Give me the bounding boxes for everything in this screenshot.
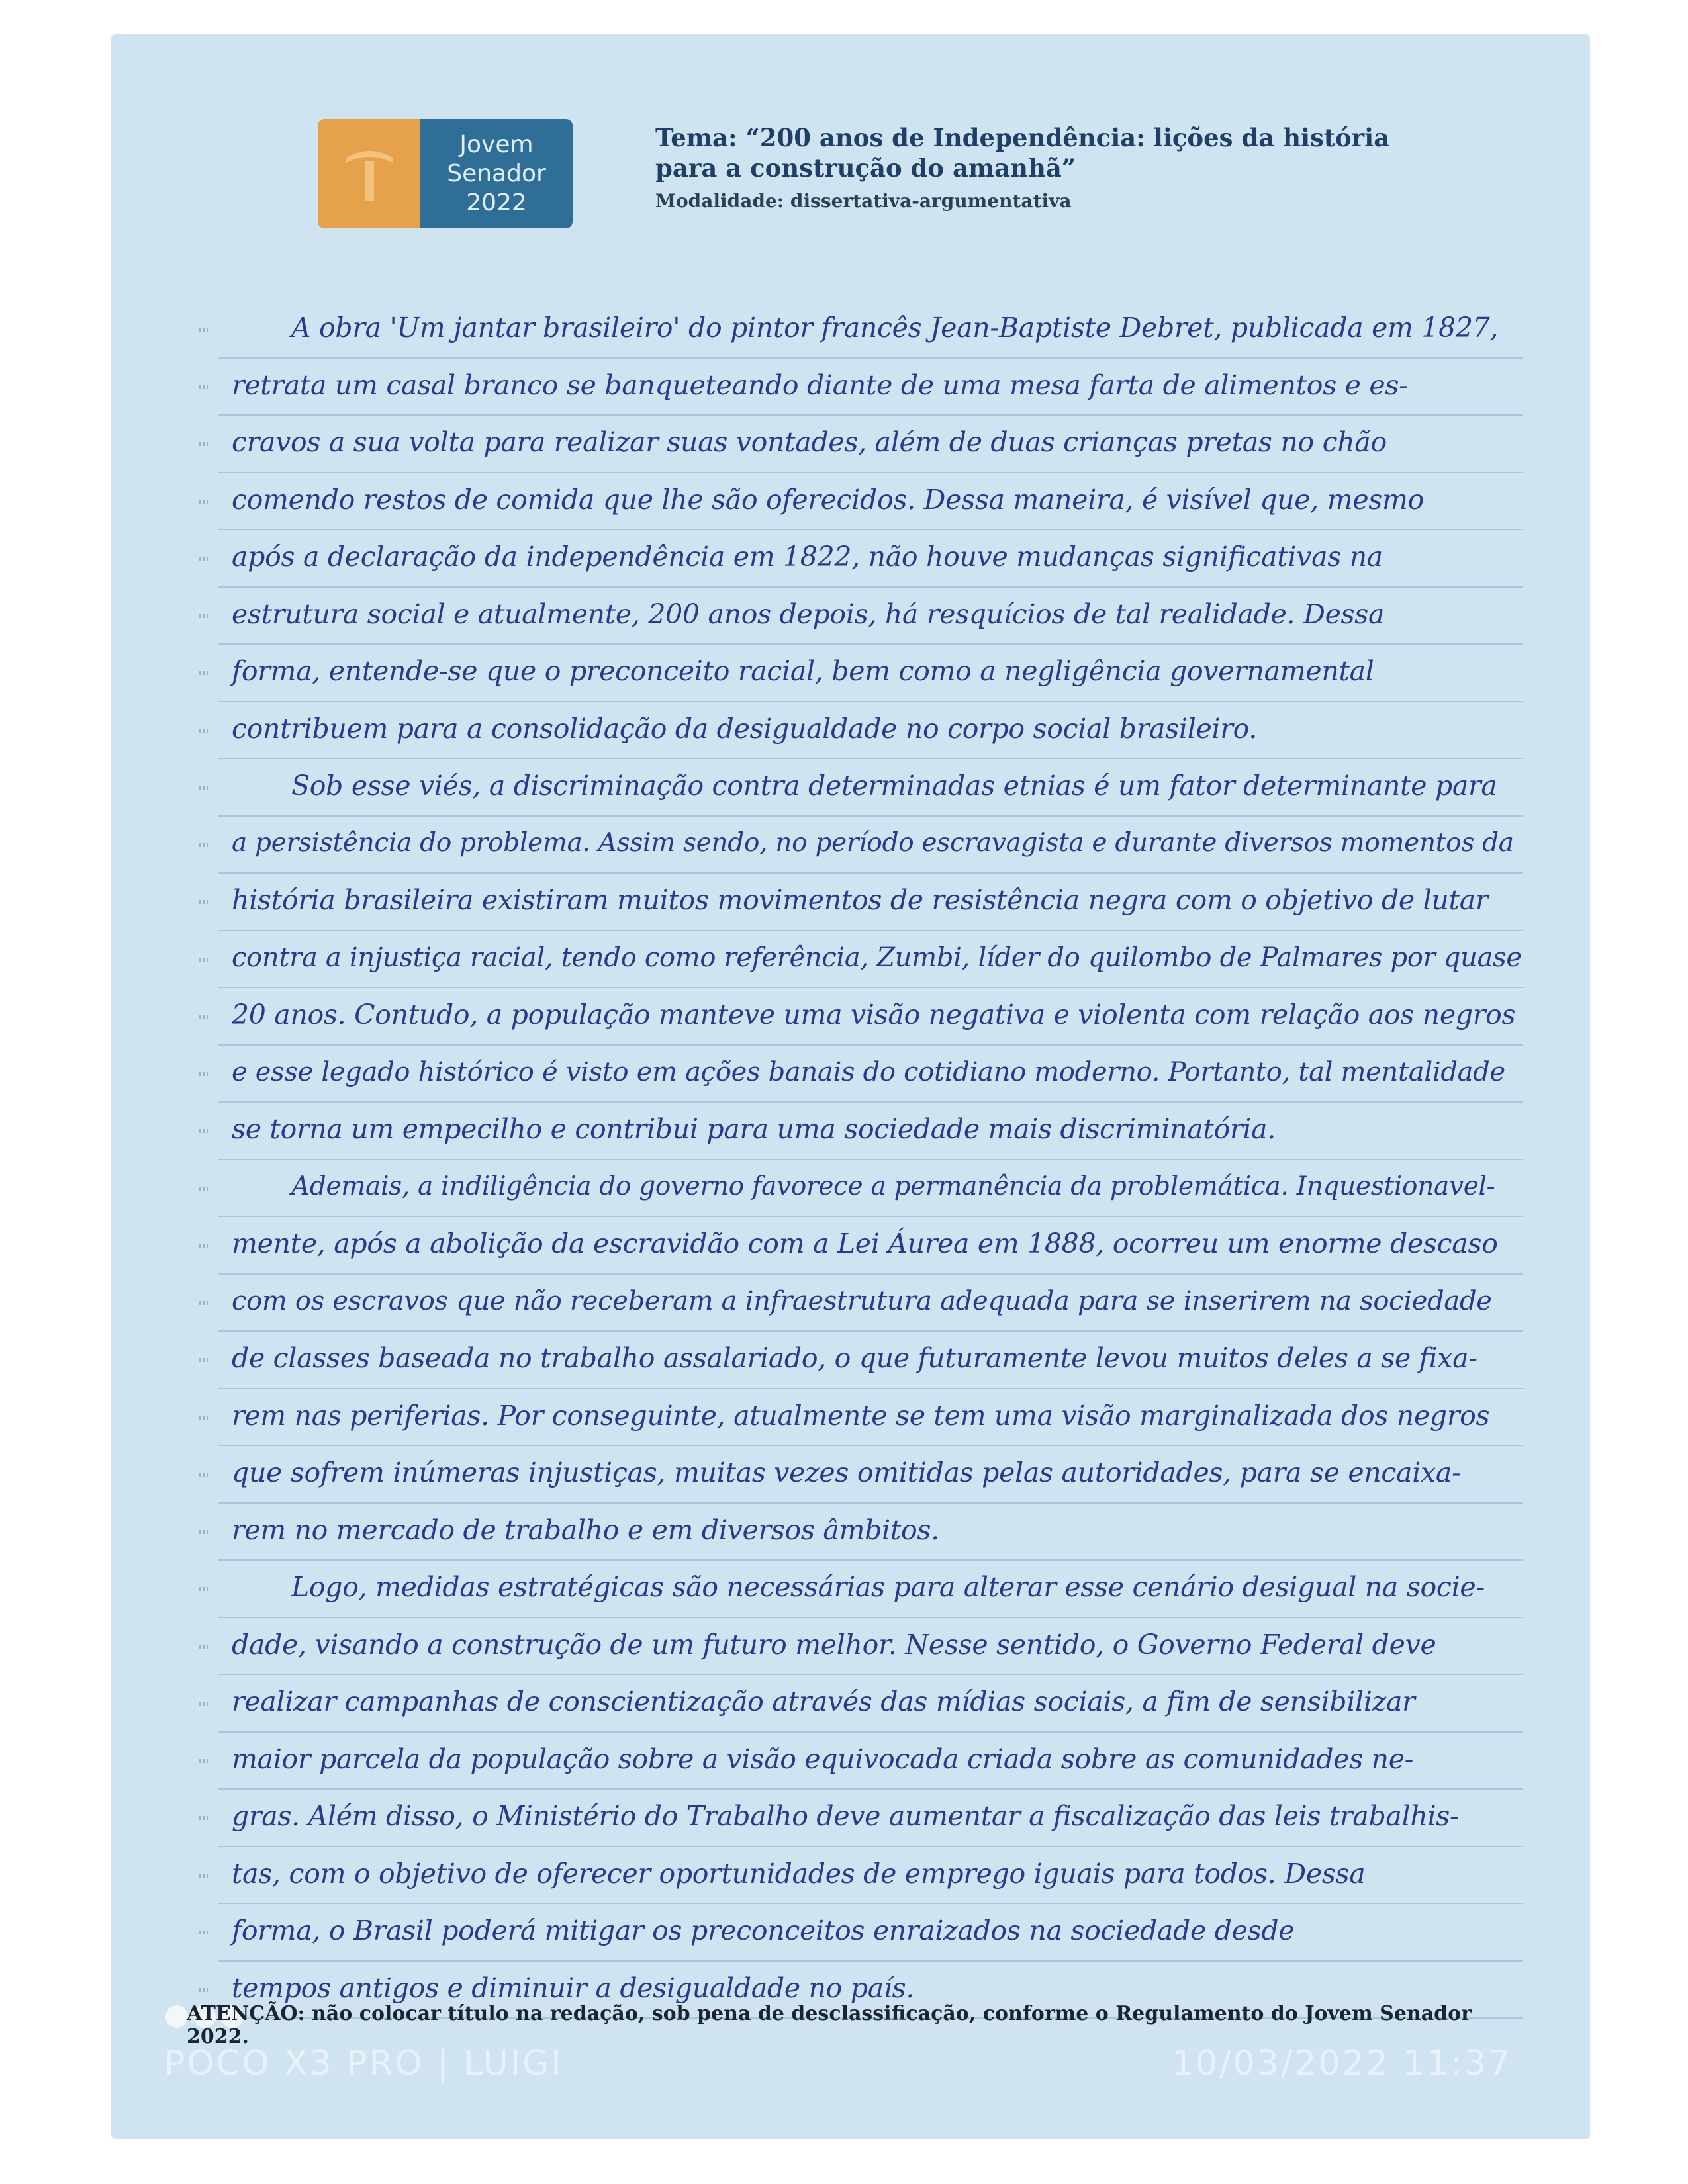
essay-line [218, 931, 1523, 989]
essay-line [218, 1217, 1523, 1275]
margin-dots-decoration [199, 328, 208, 332]
margin-dots-decoration [199, 1473, 208, 1477]
logo-line-3: 2022 [466, 189, 527, 216]
margin-dots-decoration [199, 1645, 208, 1649]
essay-line-text: forma, o Brasil poderá mitigar os preconceitos enraizados na sociedade desde [232, 1915, 1295, 1946]
essay-line-text: realizar campanhas de conscientização através das mídias sociais, a fim de sensibilizar [232, 1686, 1415, 1717]
margin-dots-decoration [199, 500, 208, 504]
margin-dots-decoration [199, 442, 208, 446]
margin-dots-decoration [199, 900, 208, 904]
essay-line [218, 301, 1523, 359]
essay-line-text: 20 anos. Contudo, a população manteve uma visão negativa e violenta com relação aos negros [232, 999, 1516, 1030]
essay-line-text: tempos antigos e diminuir a desigualdade no país. [232, 1972, 915, 2004]
margin-dots-decoration [199, 1702, 208, 1706]
essay-line [218, 874, 1523, 931]
essay-line [218, 645, 1523, 702]
essay-line-text: história brasileira existiram muitos movimentos de resistência negra com o objetivo de lutar [232, 884, 1489, 916]
margin-dots-decoration [199, 1874, 208, 1878]
datetime-watermark: 10/03/2022 11:37 [1172, 2044, 1513, 2083]
essay-line [218, 1504, 1523, 1561]
essay-line-text: contra a injustiça racial, tendo como referência, Zumbi, líder do quilombo de Palmares por quase [232, 942, 1522, 973]
margin-dots-decoration [199, 843, 208, 847]
essay-body [218, 301, 1523, 2019]
logo-line-2: Senador [447, 159, 546, 187]
essay-line-text: estrutura social e atualmente, 200 anos depois, há resquícios de tal realidade. Dessa [232, 598, 1385, 630]
essay-line [218, 473, 1523, 531]
essay-line-text: a persistência do problema. Assim sendo, no período escravagista e durante diversos momentos da [232, 827, 1514, 858]
essay-line [218, 1103, 1523, 1160]
essay-line [218, 359, 1523, 416]
essay-line-text: gras. Além disso, o Ministério do Trabalho deve aumentar a fiscalização das leis trabalhis- [232, 1800, 1459, 1832]
margin-dots-decoration [199, 1530, 208, 1534]
margin-dots-decoration [199, 557, 208, 561]
margin-dots-decoration [199, 614, 208, 618]
margin-dots-decoration [199, 1759, 208, 1763]
essay-line-text: e esse legado histórico é visto em ações banais do cotidiano moderno. Portanto, tal mentalidade [232, 1056, 1505, 1087]
margin-dots-decoration [199, 958, 208, 962]
logo-emblem [318, 119, 420, 228]
essay-line [218, 1275, 1523, 1332]
margin-dots-decoration [199, 1816, 208, 1820]
essay-line [218, 1446, 1523, 1504]
essay-line-text: se torna um empecilho e contribui para uma sociedade mais discriminatória. [232, 1113, 1276, 1145]
essay-line [218, 1389, 1523, 1447]
essay-line-text: comendo restos de comida que lhe são oferecidos. Dessa maneira, é visível que, mesmo [232, 483, 1424, 516]
margin-dots-decoration [199, 1988, 208, 1992]
essay-line-text: Sob esse viés, a discriminação contra determinadas etnias é um fator determinante para [291, 770, 1497, 801]
margin-dots-decoration [199, 1931, 208, 1934]
theme-title-line-1: Tema: “200 anos de Independência: lições da história [655, 123, 1390, 152]
disqualification-warning: ATENÇÃO: não colocar título na redação, sob pena de desclassificação, conforme o Regulamento do Jovem Senador 2022. [187, 2002, 1472, 2048]
margin-dots-decoration [199, 1072, 208, 1076]
essay-line [218, 1332, 1523, 1389]
essay-line [218, 702, 1523, 760]
essay-line-text: após a declaração da independência em 1822, não houve mudanças significativas na [232, 541, 1383, 572]
essay-line [218, 988, 1523, 1046]
margin-dots-decoration [199, 1015, 208, 1019]
device-watermark: POCO X3 PRO | LUIGI [164, 2044, 563, 2083]
margin-dots-decoration [199, 729, 208, 733]
essay-line [218, 1561, 1523, 1618]
essay-line-text: rem nas periferias. Por conseguinte, atualmente se tem uma visão marginalizada dos negros [232, 1399, 1490, 1432]
congress-icon [343, 144, 396, 204]
logo-text [420, 119, 573, 228]
essay-line-text: retrata um casal branco se banqueteando diante de uma mesa farta de alimentos e es- [232, 369, 1408, 401]
essay-line-text: maior parcela da população sobre a visão equivocada criada sobre as comunidades ne- [232, 1743, 1414, 1775]
margin-dots-decoration [199, 385, 208, 389]
essay-line [218, 1675, 1523, 1733]
modality-label: Modalidade: dissertativa-argumentativa [655, 190, 1072, 212]
essay-line-text: tas, com o objetivo de oferecer oportunidades de emprego iguais para todos. Dessa [232, 1857, 1366, 1889]
essay-line [218, 759, 1523, 817]
theme-title-line-2: para a construção do amanhã” [655, 154, 1076, 183]
margin-dots-decoration [199, 1129, 208, 1133]
logo-line-1: Jovem [459, 130, 534, 158]
margin-dots-decoration [199, 1187, 208, 1191]
dot-icon [165, 2005, 188, 2028]
essay-line-text: de classes baseada no trabalho assalariado, o que futuramente levou muitos deles a se fixa- [232, 1342, 1477, 1374]
margin-dots-decoration [199, 671, 208, 675]
essay-line [218, 1046, 1523, 1103]
essay-line [218, 1733, 1523, 1790]
essay-line [218, 416, 1523, 473]
essay-line-text: cravos a sua volta para realizar suas vontades, além de duas crianças pretas no chão [232, 426, 1387, 458]
essay-line [218, 1618, 1523, 1676]
essay-line-text: Logo, medidas estratégicas são necessárias para alterar esse cenário desigual na socie- [291, 1571, 1485, 1603]
essay-line [218, 1847, 1523, 1905]
margin-dots-decoration [199, 786, 208, 790]
jovem-senador-logo [318, 119, 573, 228]
margin-dots-decoration [199, 1587, 208, 1591]
essay-line [218, 1790, 1523, 1847]
essay-line-text: que sofrem inúmeras injustiças, muitas vezes omitidas pelas autoridades, para se encaixa- [232, 1457, 1461, 1488]
essay-line [218, 1160, 1523, 1218]
essay-line-text: A obra 'Um jantar brasileiro' do pintor francês Jean-Baptiste Debret, publicada em 1827, [291, 312, 1499, 343]
essay-line [218, 530, 1523, 588]
margin-dots-decoration [199, 1244, 208, 1248]
essay-line-text: com os escravos que não receberam a infraestrutura adequada para se inserirem na sociedade [232, 1285, 1492, 1316]
essay-line [218, 1904, 1523, 1962]
margin-dots-decoration [199, 1358, 208, 1362]
essay-line-text: dade, visando a construção de um futuro melhor. Nesse sentido, o Governo Federal deve [232, 1628, 1436, 1661]
essay-line-text: forma, entende-se que o preconceito racial, bem como a negligência governamental [232, 655, 1374, 687]
essay-header [655, 122, 1450, 212]
theme-title [655, 122, 1450, 183]
margin-dots-decoration [199, 1416, 208, 1420]
essay-line-text: contribuem para a consolidação da desigualdade no corpo social brasileiro. [232, 712, 1257, 745]
essay-line [218, 588, 1523, 645]
essay-line-text: mente, após a abolição da escravidão com a Lei Áurea em 1888, ocorreu um enorme descaso [232, 1228, 1498, 1259]
essay-line [218, 817, 1523, 874]
essay-line-text: Ademais, a indiligência do governo favorece a permanência da problemática. Inquestionavel- [291, 1171, 1495, 1201]
essay-line-text: rem no mercado de trabalho e em diversos âmbitos. [232, 1514, 939, 1546]
margin-dots-decoration [199, 1301, 208, 1305]
